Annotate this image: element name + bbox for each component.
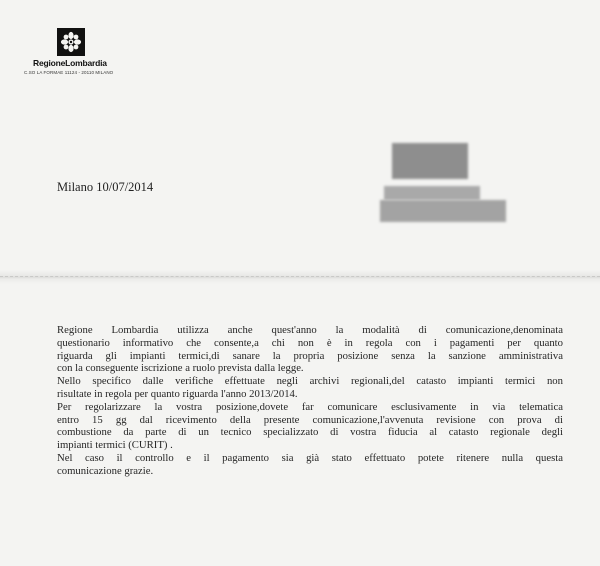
body-line: questionario informativo che consente,a chi non è in regola con i pagamenti per quanto — [57, 336, 563, 349]
body-line: Per regolarizzare la vostra posizione,dovete far comunicare esclusivamente in via telematica — [57, 400, 563, 413]
body-line: comunicazione grazie. — [57, 464, 154, 477]
body-line: Nello specifico dalle verifiche effettuate negli archivi regionali,del catasto impianti termici non — [57, 375, 563, 388]
body-line: risultate in regola per quanto riguarda l'anno 2013/2014. — [57, 387, 298, 400]
organization-address: C.SO LA FORMAE 11124 - 20110 MILANO — [24, 70, 114, 75]
body-line: impianti termici (CURIT) . — [57, 439, 173, 452]
body-line: riguarda gli impianti termici,di sanare la propria posizione senza la sanzione amministrativa — [57, 349, 563, 362]
date-line: Milano 10/07/2014 — [57, 180, 154, 194]
body-line: Regione Lombardia utilizza anche quest'anno la modalità di comunicazione,denominata — [57, 324, 563, 336]
body-line: con la conseguente iscrizione a ruolo prevista dalla legge. — [57, 362, 304, 375]
redacted-recipient-name — [392, 143, 468, 179]
redacted-recipient-address-line-2 — [380, 200, 506, 222]
body-line: combustione da parte di un tecnico specializzato di vostra fiducia al catasto regionale degli — [57, 426, 563, 439]
fold-crease-line — [0, 276, 600, 277]
body-line: Nel caso il controllo e il pagamento sia già stato effettuato potete ritenere nulla questa — [57, 451, 563, 464]
redacted-recipient-address-line-1 — [384, 186, 480, 200]
paper-fold — [0, 270, 600, 284]
regione-lombardia-logo-icon — [57, 28, 85, 56]
organization-name: RegioneLombardia — [33, 58, 107, 68]
body-line: entro 15 gg dal ricevimento della presente comunicazione,l'avvenuta revisione con prova di — [57, 413, 563, 426]
letter-body — [57, 324, 563, 478]
